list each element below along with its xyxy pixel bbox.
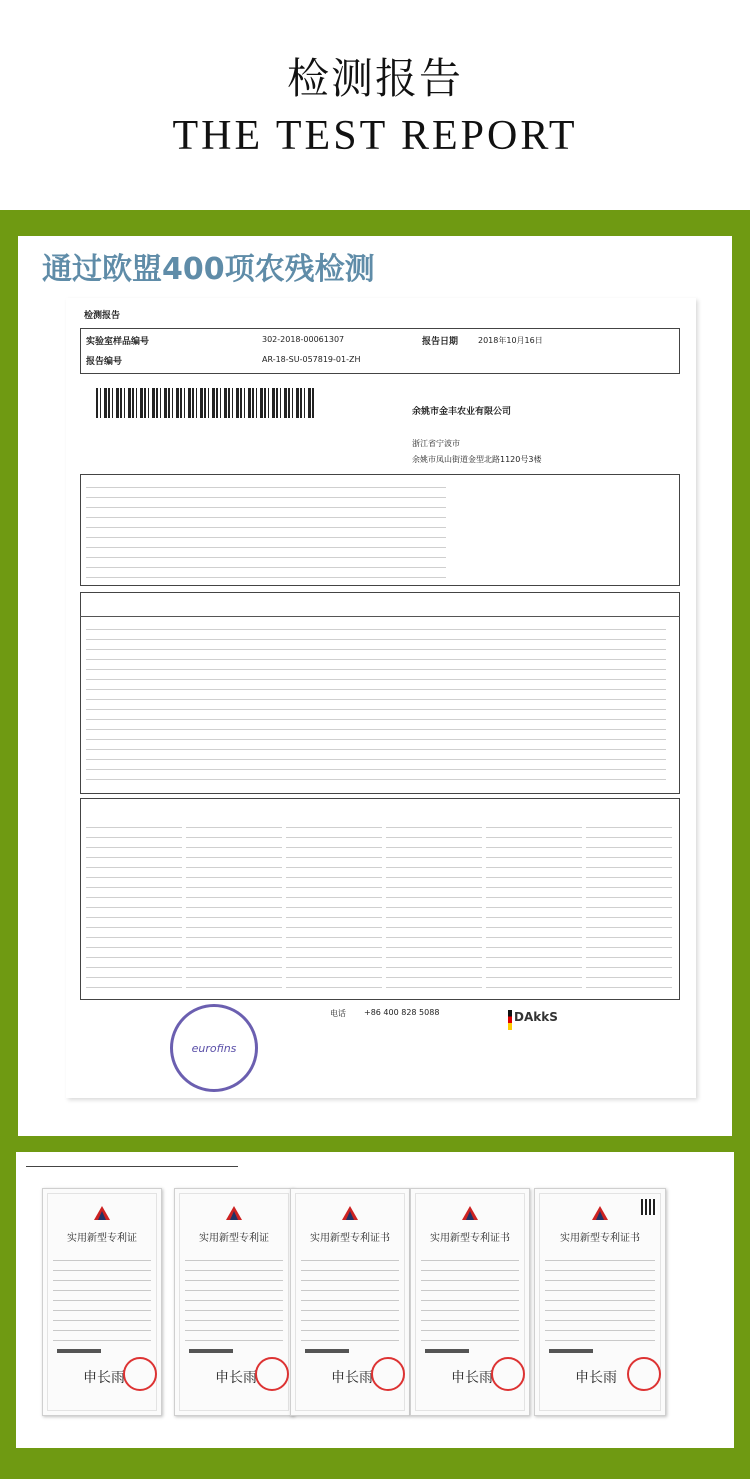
patent-certificate-2 [174,1188,294,1416]
sample-info-rows [86,478,446,578]
patent-certificate-1 [42,1188,162,1416]
doc-phone-label: 电话 [330,1009,346,1018]
report-heading: 通过欧盟400项农残检测 [42,252,375,287]
results-rows [86,620,666,786]
patent-certificates-panel [16,1152,734,1448]
certificate-signature: 申长雨 [451,1370,493,1386]
certificate-title: 实用新型专利证书 [430,1233,510,1244]
patent-office-logo-icon [340,1205,360,1221]
dakks-logo: DAkkS [514,1010,558,1024]
patent-office-logo-icon [590,1205,610,1221]
doc-field1-label: 实验室样品编号 [86,337,150,347]
certificate-title: 实用新型专利证书 [560,1233,640,1244]
red-stamp-icon [371,1357,405,1391]
patent-certificate-4 [410,1188,530,1416]
barcode [96,388,316,418]
doc-field1-value: 302-2018-00061307 [262,335,345,344]
doc-company: 余姚市金丰农业有限公司 [412,407,512,417]
german-flag-icon [508,1010,512,1030]
red-stamp-icon [255,1357,289,1391]
doc-field3-label: 报告编号 [86,357,123,367]
doc-address1: 浙江省宁波市 [412,439,460,448]
certificate-title: 实用新型专利证 [199,1233,269,1244]
certificate-title: 实用新型专利证书 [310,1233,390,1244]
doc-field2-label: 报告日期 [422,337,459,347]
red-stamp-icon [123,1357,157,1391]
patent-office-logo-icon [92,1205,112,1221]
doc-phone: +86 400 828 5088 [364,1008,440,1017]
red-stamp-icon [627,1357,661,1391]
doc-address2: 余姚市凤山街道金型北路1120号3楼 [412,455,542,464]
certificate-signature: 申长雨 [331,1370,373,1386]
page-title-cn: 检测报告 [286,54,463,103]
certificate-signature: 申长雨 [575,1370,617,1386]
test-report-panel [18,236,732,1136]
patent-certificate-5 [534,1188,666,1416]
page-title-en: THE TEST REPORT [172,113,578,159]
red-stamp-icon [491,1357,525,1391]
certificate-signature: 申长雨 [215,1370,257,1386]
certificate-title: 实用新型专利证 [67,1233,137,1244]
patent-office-logo-icon [224,1205,244,1221]
patent-certificate-3 [290,1188,410,1416]
eurofins-seal: eurofins [170,1004,258,1092]
test-report-document [66,298,696,1098]
qr-code-icon [641,1199,657,1215]
header [0,0,750,210]
certificate-signature: 申长雨 [83,1370,125,1386]
doc-field2-value: 2018年10月16日 [478,336,543,345]
patent-office-logo-icon [460,1205,480,1221]
doc-title: 检测报告 [84,311,121,321]
doc-field3-value: AR-18-SU-057819-01-ZH [262,355,361,364]
doc-header-box [80,328,680,374]
